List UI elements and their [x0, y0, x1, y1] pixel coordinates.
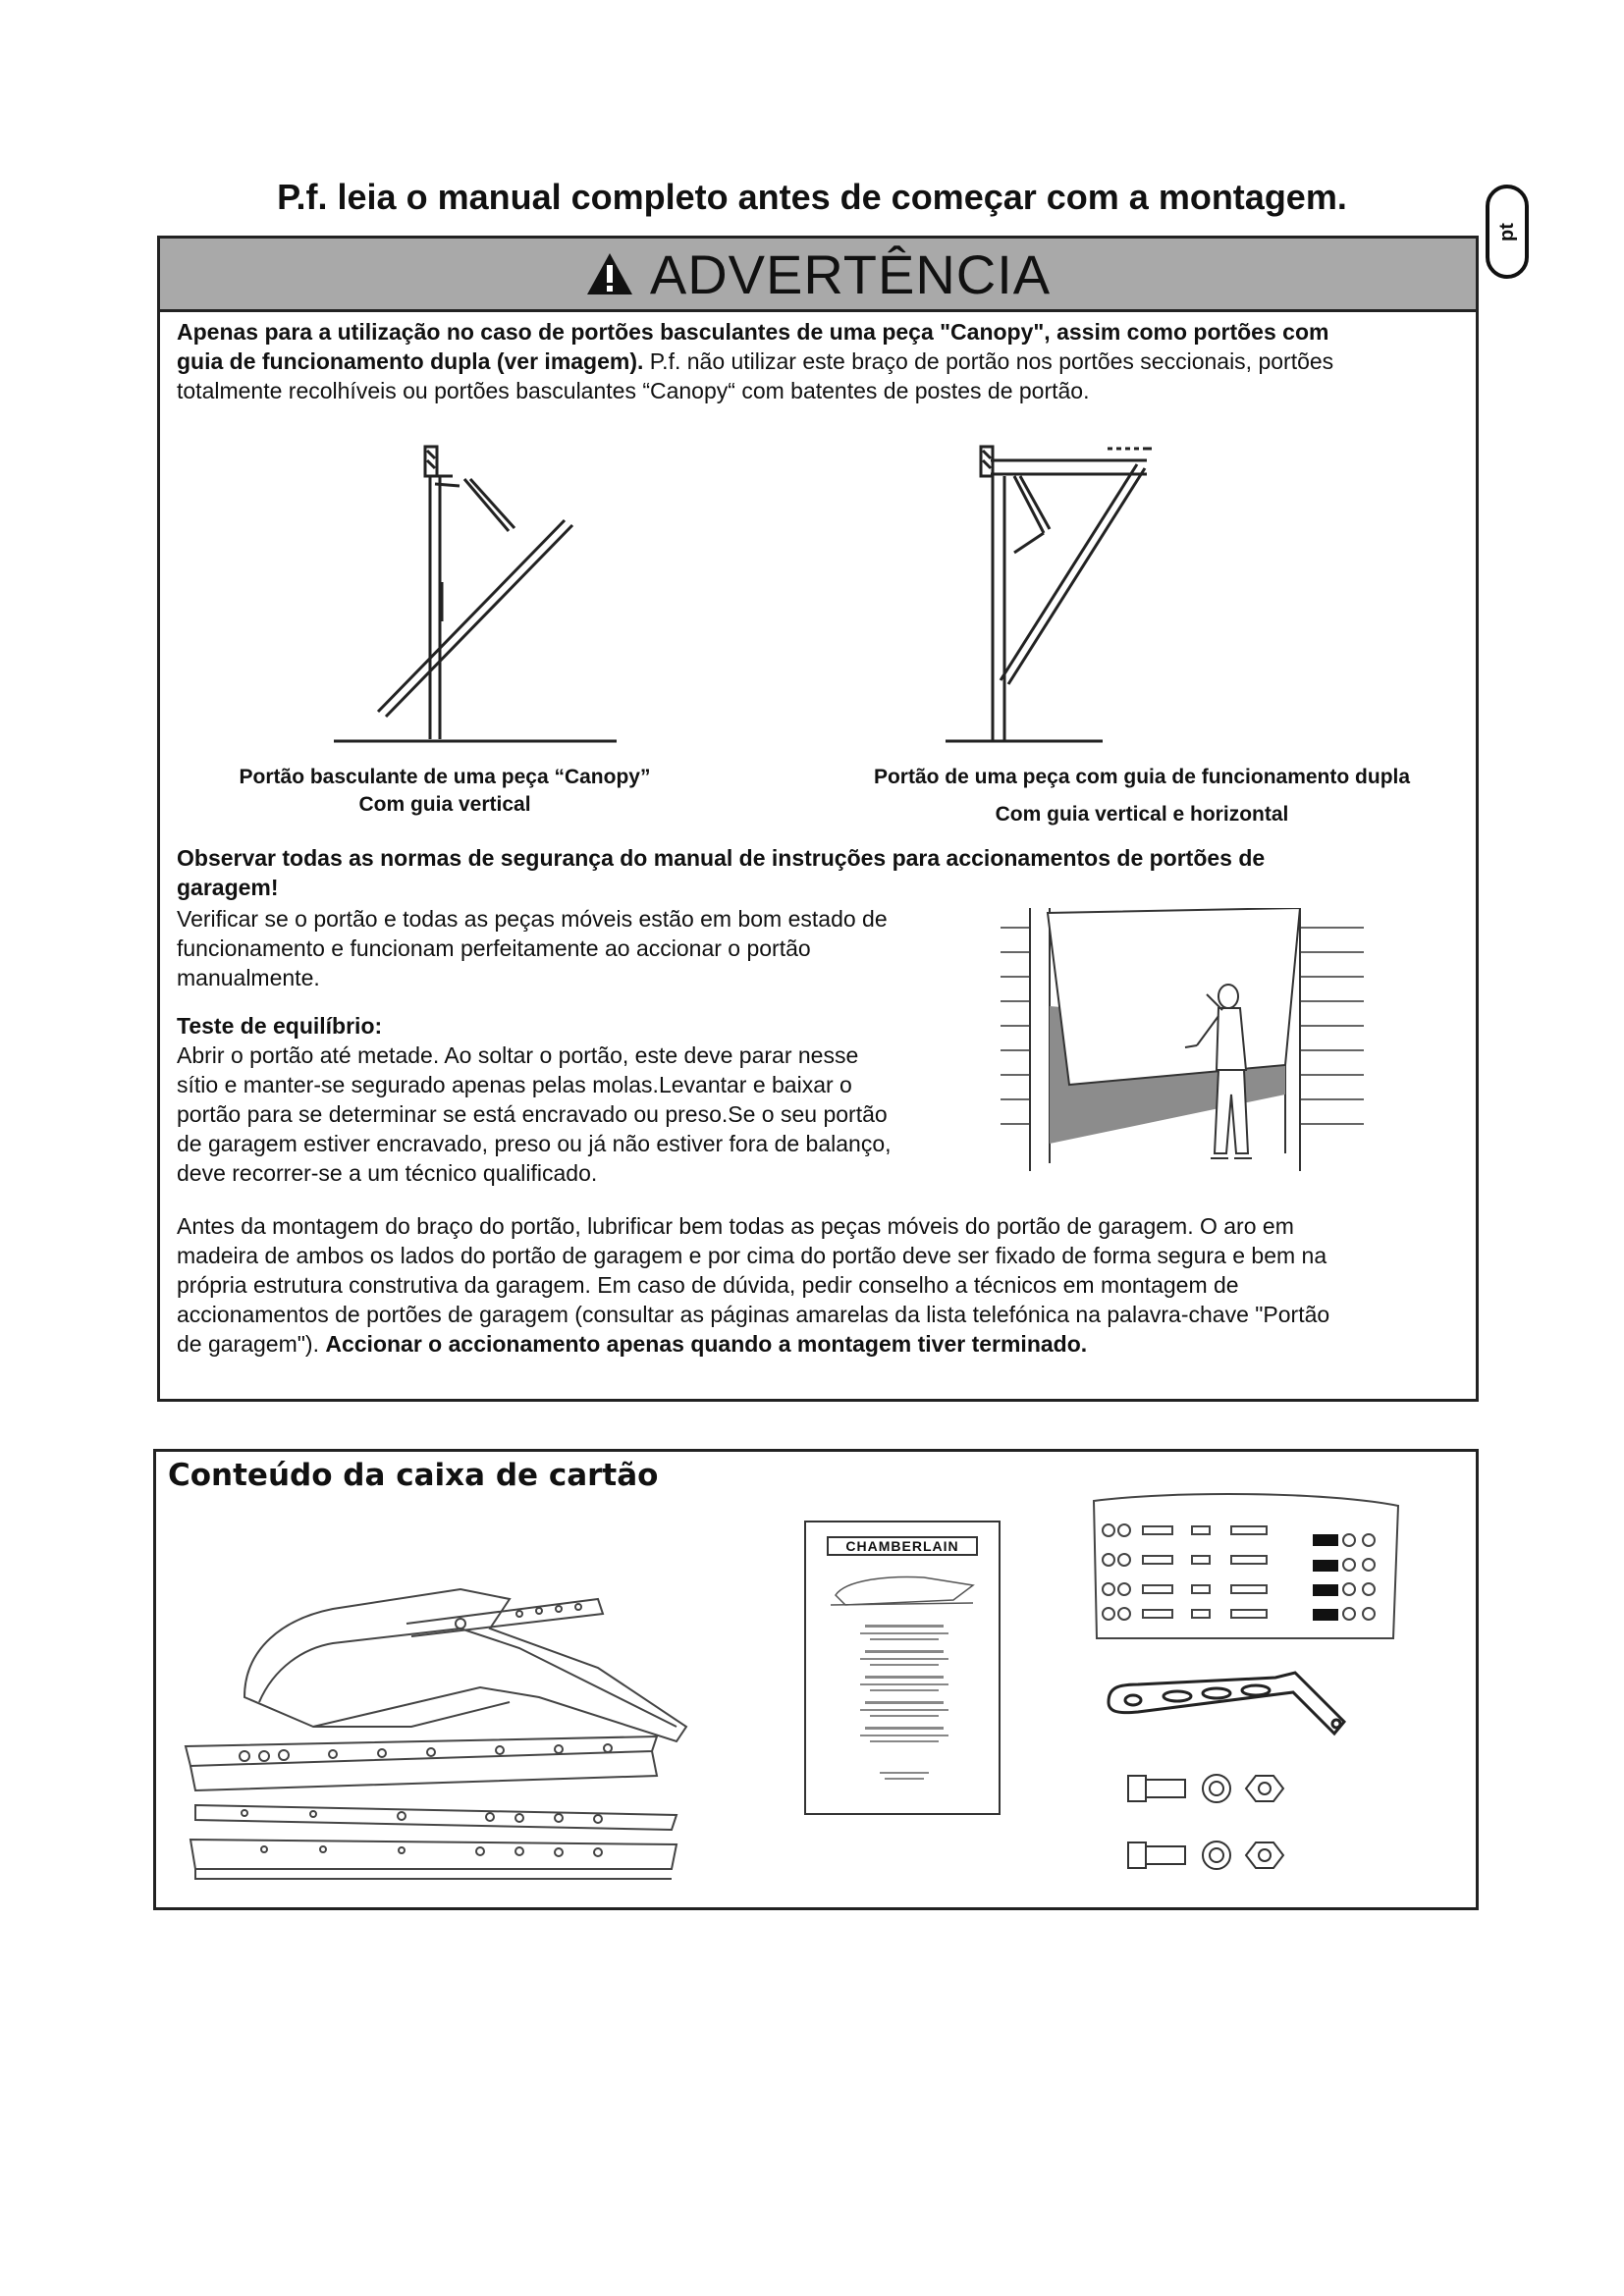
box-contents-section — [153, 1449, 1479, 1910]
lubrication-paragraph — [177, 1211, 1463, 1359]
intro-line: totalmente recolhíveis ou portões basculantes “Canopy“ com batentes de postes de portão. — [177, 378, 1090, 403]
bolts-washers-nuts-illustration — [1118, 1766, 1334, 1894]
manual-cover-art — [806, 1556, 999, 1801]
lube-line: Antes da montagem do braço do portão, lubrificar bem todas as peças móveis do portão de garagem. O aro em — [177, 1213, 1294, 1239]
check-line: Verificar se o portão e todas as peças móveis estão em bom estado de — [177, 906, 888, 932]
intro-rest: P.f. não utilizar este braço de portão nos portões seccionais, portões — [643, 348, 1334, 374]
warning-box — [157, 236, 1479, 1402]
language-tab-label: pt — [1495, 222, 1518, 241]
bent-bracket-illustration — [1099, 1663, 1354, 1741]
warning-icon — [585, 251, 634, 296]
lube-last-plain: de garagem"). — [177, 1331, 326, 1357]
balance-line: Abrir o portão até metade. Ao soltar o portão, este deve parar nesse — [177, 1042, 859, 1068]
figure2-subcaption: Com guia vertical e horizontal — [995, 803, 1289, 826]
lube-line — [177, 1329, 1463, 1359]
lube-line: própria estrutura construtiva da garagem. Em caso de dúvida, pedir conselho a técnicos em montagem de — [177, 1272, 1239, 1298]
intro-line — [177, 347, 1463, 376]
figure1-subcaption: Com guia vertical — [358, 793, 531, 816]
intro-line: Apenas para a utilização no caso de portões basculantes de uma peça "Canopy", assim como portões com — [177, 319, 1329, 345]
balance-line: de garagem estiver encravado, preso ou já não estiver fora de balanço, — [177, 1131, 892, 1156]
manual-brand: CHAMBERLAIN — [827, 1536, 978, 1556]
instruction-manual-illustration — [804, 1521, 1001, 1815]
balance-line: portão para se determinar se está encravado ou preso.Se o seu portão — [177, 1101, 888, 1127]
language-tab — [1486, 185, 1529, 279]
safety-line: garagem! — [177, 875, 279, 900]
hardware-bag-illustration — [1089, 1491, 1403, 1648]
intro-bold: guia de funcionamento dupla (ver imagem). — [177, 348, 644, 374]
lube-line: accionamentos de portões de garagem (consultar as páginas amarelas da lista telefónica na palavra-chave "Portão — [177, 1302, 1330, 1327]
lube-last-bold: Accionar o accionamento apenas quando a montagem tiver terminado. — [325, 1331, 1088, 1357]
check-paragraph — [177, 904, 1001, 992]
safety-notice — [177, 843, 1463, 902]
lube-line: madeira de ambos os lados do portão de garagem e por cima do portão deve ser fixado de forma segura e bem na — [177, 1243, 1327, 1268]
box-contents-title: Conteúdo da caixa de cartão — [168, 1458, 659, 1493]
warning-header — [160, 239, 1476, 312]
figure1-caption: Portão basculante de uma peça “Canopy” — [239, 766, 651, 788]
page-title: P.f. leia o manual completo antes de começar com a montagem. — [277, 177, 1347, 217]
warning-title: ADVERTÊNCIA — [649, 242, 1052, 305]
check-line: funcionamento e funcionam perfeitamente ao accionar o portão — [177, 935, 811, 961]
canopy-door-diagram — [288, 435, 759, 759]
balance-line: sítio e manter-se segurado apenas pelas molas.Levantar e baixar o — [177, 1072, 852, 1097]
double-guide-door-diagram — [906, 435, 1378, 759]
balance-test-illustration — [1001, 908, 1364, 1171]
door-arm-assembly-illustration — [166, 1530, 834, 1903]
balance-test-heading: Teste de equilíbrio: — [177, 1013, 383, 1039]
balance-line: deve recorrer-se a um técnico qualificado. — [177, 1160, 598, 1186]
check-line: manualmente. — [177, 965, 320, 990]
balance-test-paragraph — [177, 1041, 1001, 1188]
figure2-caption: Portão de uma peça com guia de funcionamento dupla — [873, 766, 1411, 788]
warning-intro — [177, 317, 1463, 405]
safety-line: Observar todas as normas de segurança do manual de instruções para accionamentos de portões de — [177, 845, 1266, 871]
